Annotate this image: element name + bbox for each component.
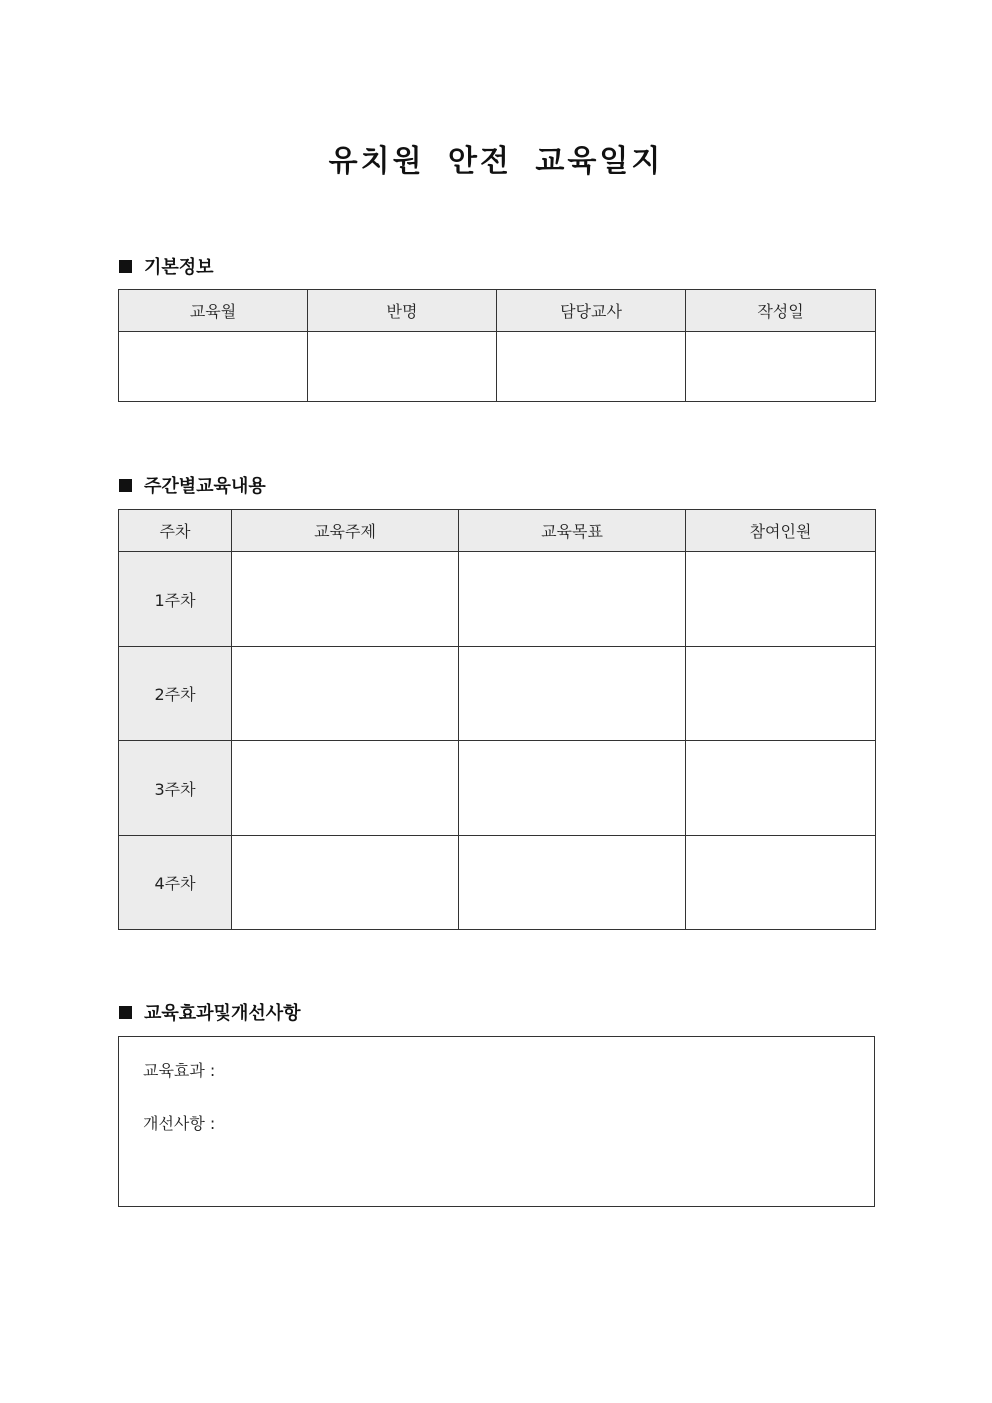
header-cell-week: 주차 xyxy=(119,510,232,552)
section-heading-label: 교육효과및개선사항 xyxy=(144,1003,301,1024)
square-bullet-icon xyxy=(119,1006,132,1019)
participants-input-cell[interactable] xyxy=(686,647,876,741)
header-cell-month: 교육월 xyxy=(119,290,308,332)
participants-input-cell[interactable] xyxy=(686,836,876,930)
page-title: 유치원 안전 교육일지 xyxy=(328,144,664,179)
goal-input-cell[interactable] xyxy=(459,552,686,647)
header-cell-topic: 교육주제 xyxy=(232,510,459,552)
goal-input-cell[interactable] xyxy=(459,741,686,836)
square-bullet-icon xyxy=(119,479,132,492)
section-heading-effects xyxy=(119,999,301,1025)
header-cell-participants: 참여인원 xyxy=(686,510,876,552)
section-heading-basic-info xyxy=(119,253,214,279)
topic-input-cell[interactable] xyxy=(232,741,459,836)
table-row xyxy=(119,647,876,741)
weekly-table xyxy=(118,509,876,930)
section-heading-label: 주간별교육내용 xyxy=(144,476,266,497)
goal-input-cell[interactable] xyxy=(459,836,686,930)
section-heading-weekly xyxy=(119,472,266,498)
table-header-row xyxy=(119,290,876,332)
participants-input-cell[interactable] xyxy=(686,741,876,836)
table-row xyxy=(119,836,876,930)
effects-notes-box[interactable] xyxy=(118,1036,875,1207)
improvement-label: 개선사항 : xyxy=(143,1114,216,1133)
month-input-cell[interactable] xyxy=(119,332,308,402)
topic-input-cell[interactable] xyxy=(232,836,459,930)
table-row xyxy=(119,552,876,647)
section-heading-label: 기본정보 xyxy=(144,257,214,278)
table-header-row xyxy=(119,510,876,552)
teacher-input-cell[interactable] xyxy=(497,332,686,402)
effect-label: 교육효과 : xyxy=(143,1061,216,1080)
week-label-cell: 1주차 xyxy=(119,552,232,647)
topic-input-cell[interactable] xyxy=(232,552,459,647)
class-name-input-cell[interactable] xyxy=(308,332,497,402)
week-label-cell: 2주차 xyxy=(119,647,232,741)
header-cell-goal: 교육목표 xyxy=(459,510,686,552)
week-label-cell: 4주차 xyxy=(119,836,232,930)
participants-input-cell[interactable] xyxy=(686,552,876,647)
basic-info-table xyxy=(118,289,876,402)
table-row xyxy=(119,332,876,402)
square-bullet-icon xyxy=(119,260,132,273)
week-label-cell: 3주차 xyxy=(119,741,232,836)
date-input-cell[interactable] xyxy=(686,332,876,402)
header-cell-date: 작성일 xyxy=(686,290,876,332)
topic-input-cell[interactable] xyxy=(232,647,459,741)
header-cell-class-name: 반명 xyxy=(308,290,497,332)
table-row xyxy=(119,741,876,836)
header-cell-teacher: 담당교사 xyxy=(497,290,686,332)
goal-input-cell[interactable] xyxy=(459,647,686,741)
